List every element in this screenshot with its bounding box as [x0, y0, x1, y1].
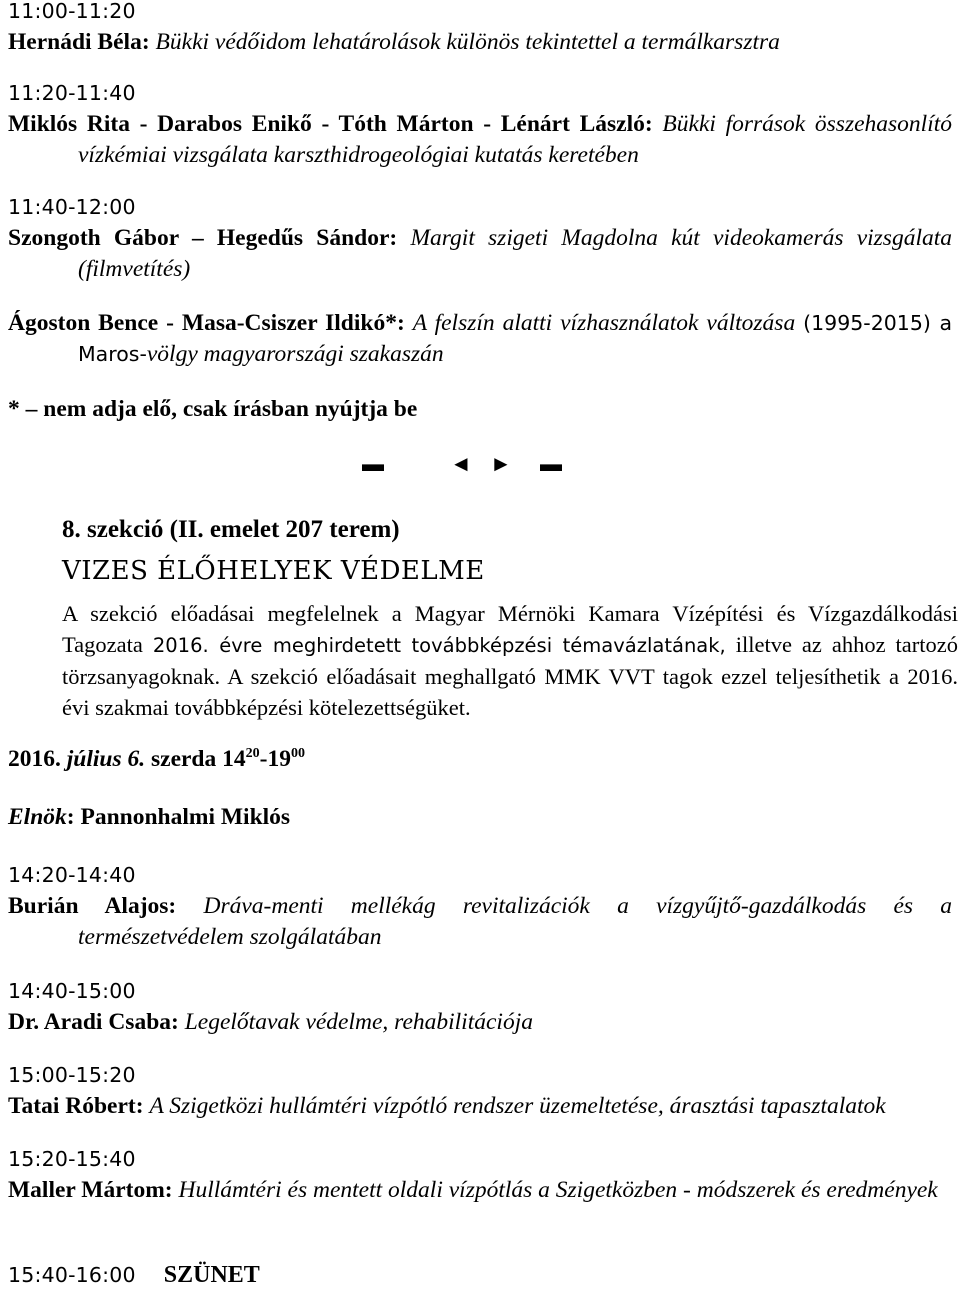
entry-title: A felszín alatti vízhasználatok változása — [412, 310, 796, 336]
date-end: -19 — [259, 746, 291, 772]
entry-title-years: (1995-2015) a Maros- — [78, 311, 953, 366]
entry-time: 11:00-11:20 — [8, 0, 136, 23]
program-entry — [8, 860, 952, 953]
entry-authors: Maller Mártom: — [8, 1177, 173, 1203]
entry-time: 15:00-15:20 — [8, 1063, 136, 1087]
session-chair — [8, 802, 290, 833]
session-date — [8, 744, 305, 775]
entry-authors: Szongoth Gábor – Hegedűs Sándor — [8, 225, 390, 251]
entry-authors: Tatai Róbert: — [8, 1093, 144, 1119]
section-title: VIZES ÉLŐHELYEK VÉDELME — [62, 556, 485, 586]
entry-text — [8, 223, 952, 285]
program-entry — [8, 1144, 952, 1206]
entry-title: Bükki források összehasonlító vízkémiai vizsgálata karszthidrogeológiai kutatás keretében — [78, 111, 953, 168]
break-label: SZÜNET — [163, 1262, 260, 1288]
entry-authors: Dr. Aradi Csaba: — [8, 1009, 179, 1035]
entry-authors: Burián Alajos: — [8, 893, 177, 919]
entry-time: 11:40-12:00 — [8, 195, 136, 219]
entry-text — [8, 1007, 952, 1038]
entry-text — [8, 891, 952, 953]
description-part: illetve az ahhoz tartozó törzsanyagoknak. A szekció előadásait meghallgató MMK VVT tagok ezzel teljesíthetik a 2016. évi szakmai továbbképzési kötelezettségüket. — [62, 632, 958, 720]
program-entry — [8, 976, 952, 1038]
break-time: 15:40-16:00 — [8, 1263, 136, 1287]
program-entry — [8, 78, 952, 171]
entry-text — [8, 1175, 952, 1206]
program-entry — [8, 1060, 952, 1122]
entry-title: Bükki védőidom lehatárolások különös tekintettel a termálkarsztra — [155, 29, 780, 55]
program-entry — [8, 192, 952, 285]
entry-text — [8, 109, 952, 171]
entry-title-rest: völgy magyarországi szakaszán — [146, 341, 444, 367]
arrow-right-icon: ► — [490, 451, 512, 476]
entry-authors: Miklós Rita - Darabos Enikő - Tóth Márton - Lénárt László: — [8, 111, 653, 137]
entry-title: Legelőtavak védelme, rehabilitációja — [184, 1009, 533, 1035]
chair-label: Elnök — [8, 804, 67, 830]
dash-glyph: ▬ — [540, 451, 562, 476]
date-year: 2016. — [8, 746, 61, 772]
entry-authors: Ágoston Bence - Masa-Csiszer Ildikó*: — [8, 310, 405, 336]
date-weekday-start: szerda 14 — [151, 746, 246, 772]
entry-authors: Hernádi Béla: — [8, 29, 150, 55]
section-heading: 8. szekció (II. emelet 207 terem) — [62, 516, 400, 543]
dash-glyph: ▬ — [362, 451, 384, 476]
entry-text — [8, 27, 952, 58]
entry-authors-separator: : — [389, 225, 398, 251]
date-end-minutes: 00 — [290, 746, 305, 762]
entry-time: 15:20-15:40 — [8, 1147, 136, 1171]
presentation-note: * – nem adja elő, csak írásban nyújtja be — [8, 396, 418, 422]
entry-time: 14:40-15:00 — [8, 979, 136, 1003]
entry-title: Dráva-menti mellékág revitalizációk a vízgyűjtő-gazdálkodás és a természetvédelem szolgálatában — [78, 893, 953, 950]
description-part: A szekció előadásai megfelelnek a Magyar Mérnöki Kamara Vízépítési és Vízgazdálkodási Tagozata — [62, 601, 958, 657]
description-year: 2016. évre meghirdetett továbbképzési témavázlatának, — [152, 634, 726, 657]
arrow-left-icon: ◄ — [450, 451, 472, 476]
chair-name: : Pannonhalmi Miklós — [66, 804, 291, 830]
entry-title: Hullámtéri és mentett oldali vízpótlás a Szigetközben - módszerek és eredmények — [178, 1177, 938, 1203]
entry-time: 11:20-11:40 — [8, 81, 136, 105]
break-entry — [8, 1260, 952, 1291]
entry-title: A Szigetközi hullámtéri vízpótló rendszer üzemeltetése, árasztási tapasztalatok — [149, 1093, 886, 1119]
program-entry — [8, 0, 952, 58]
program-entry — [8, 308, 952, 370]
entry-time: 14:20-14:40 — [8, 863, 136, 887]
entry-title: Margit szigeti Magdolna kút videokamerás vizsgálata (filmvetítés) — [78, 225, 952, 282]
section-separator — [362, 448, 562, 478]
date-month-day: július 6. — [66, 746, 146, 772]
entry-text — [8, 308, 952, 370]
section-description — [62, 598, 958, 723]
entry-text — [8, 1091, 952, 1122]
date-start-minutes: 20 — [245, 746, 260, 762]
